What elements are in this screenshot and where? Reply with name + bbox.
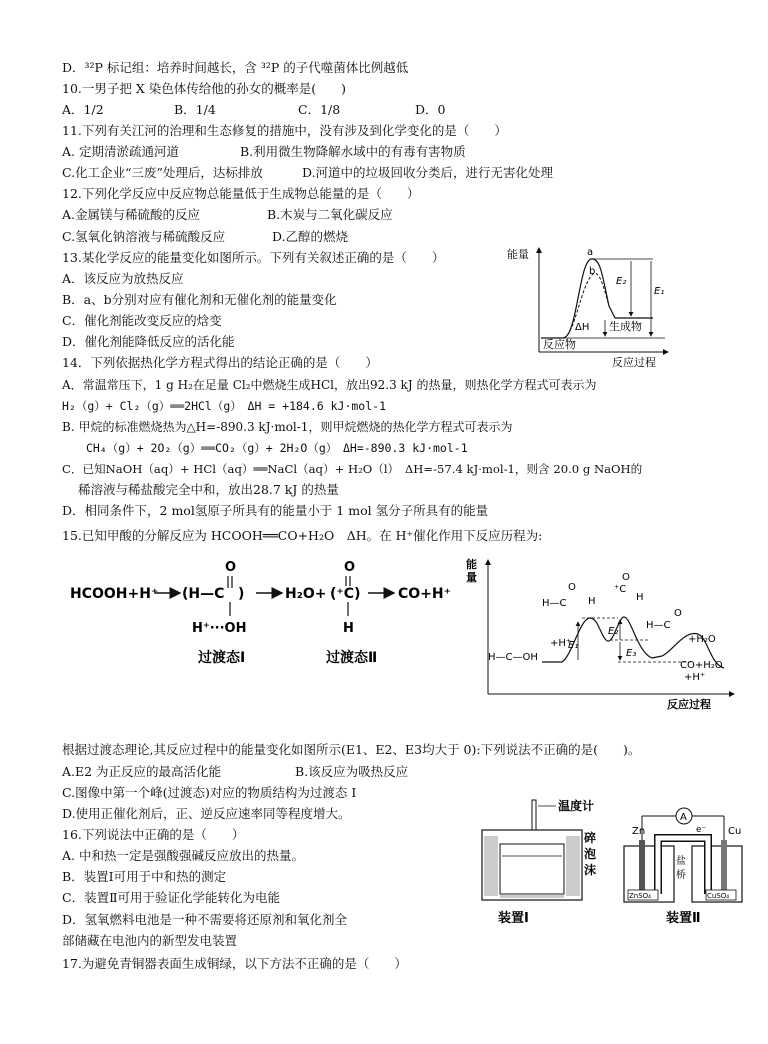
mech-ts1-paren: ) — [238, 586, 245, 602]
q14-option-c-line1: C．已知NaOH（aq）+ HCl（aq）══NaCl（aq）+ H₂O（l） ΔH=-57.4 kJ·mol-1，则含 20.0 g NaOH的 — [62, 462, 643, 476]
mech-cplus: (⁺C) — [330, 586, 361, 602]
q15-h2o-label: +H₂O — [688, 634, 716, 645]
mech-ts2-h: H — [343, 621, 354, 636]
q16-option-b: B．装置Ⅰ可用于中和热的测定 — [62, 869, 227, 884]
q16-option-d-line2: 部储藏在电池内的新型发电装置 — [62, 933, 238, 948]
cu-electrode-label: Cu — [728, 826, 742, 837]
q11-option-a: A. 定期清淤疏通河道 — [62, 144, 179, 159]
q13-option-b: B．a、b分别对应有催化剂和无催化剂的能量变化 — [62, 292, 337, 307]
q13-option-d: D．催化剂能降低反应的活化能 — [62, 334, 235, 349]
thermometer-label: 温度计 — [558, 799, 595, 813]
q11-option-c: C.化工企业“三废”处理后，达标排放 — [62, 165, 263, 180]
q12-option-c: C.氢氧化钠溶液与稀硫酸反应 — [62, 229, 226, 244]
zn-electrode-label: Zn — [632, 826, 646, 837]
salt-bridge-label-2: 桥 — [676, 870, 686, 881]
foam-label-3: 沫 — [584, 863, 597, 877]
q15-option-c: C.图像中第一个峰(过渡态)对应的物质结构为过渡态 I — [62, 785, 357, 800]
q15-option-d: D.使用正催化剂后，正、逆反应速率同等程度增大。 — [62, 806, 351, 821]
foam-label-2: 泡 — [584, 847, 597, 861]
question-12: 12.下列化学反应中反应物总能量低于生成物总能量的是（ ） — [62, 186, 420, 201]
option-d-line: D．³²P 标记组：培养时间越长，含 ³²P 的子代噬菌体比例越低 — [62, 60, 409, 75]
q15-hcooh-structure: H—C—OH — [488, 652, 538, 663]
electron-label: e⁻ — [696, 825, 707, 835]
q13-curve-a-label: a — [587, 247, 594, 258]
q15-option-b: B.该反应为吸热反应 — [295, 764, 409, 779]
question-16: 16.下列说法中正确的是（ ） — [62, 827, 245, 842]
mech-ts1-label: 过渡态Ⅰ — [198, 650, 246, 666]
cuso4-label: CuSO₄ — [707, 892, 730, 900]
q15-x-axis-label: 反应过程 — [667, 698, 711, 711]
q15-e3-label: E₃ — [626, 648, 637, 659]
q11-option-b: B.利用微生物降解水域中的有毒有害物质 — [240, 144, 466, 159]
q16-option-a: A. 中和热一定是强酸强碱反应放出的热量。 — [62, 848, 304, 863]
apparatus-1 — [476, 796, 604, 932]
q13-e2-label: E₂ — [616, 276, 627, 287]
question-11: 11.下列有关江河的治理和生态修复的措施中，没有涉及到化学变化的是（ ） — [62, 123, 507, 138]
q14-option-a-line2: H₂（g）+ Cl₂（g）══2HCl（g） ΔH = +184.6 kJ·mol-1 — [62, 399, 386, 413]
q12-option-d: D.乙醇的燃烧 — [272, 229, 349, 244]
q15-e1-label: E₁ — [568, 640, 579, 651]
question-15: 15.已知甲酸的分解反应为 HCOOH══CO+H₂O ΔH。在 H⁺催化作用下反应历程为: — [62, 528, 543, 543]
q15-hplus-label: +H⁺ — [550, 638, 572, 649]
q13-e1-label: E₁ — [654, 286, 665, 297]
q10-option-d: D．0 — [415, 102, 446, 117]
q13-reactant-label: 反应物 — [543, 338, 576, 351]
apparatus-1-label: 装置Ⅰ — [498, 911, 529, 926]
q15-body: 根据过渡态理论,其反应过程中的能量变化如图所示(E1、E2、E3均大于 0):下列说法不正确的是( )。 — [62, 742, 641, 757]
q14-option-d: D．相同条件下，2 mol氢原子所具有的能量小于 1 mol 氢分子所具有的能量 — [62, 503, 489, 518]
q12-option-b: B.木炭与二氧化碳反应 — [267, 207, 393, 222]
q15-y-axis-label-1: 能 — [466, 558, 477, 571]
q10-option-a: A．1/2 — [62, 102, 104, 117]
question-10-options — [62, 102, 445, 118]
q15-y-axis-label-2: 量 — [466, 571, 477, 584]
svg-text:H: H — [588, 596, 596, 607]
q14-option-b-line1: B. 甲烷的标准燃烧热为△H=-890.3 kJ·mol-1，则甲烷燃烧的热化学方程式可表示为 — [62, 420, 513, 434]
svg-text:O: O — [622, 572, 630, 583]
energy-diagram-q13 — [505, 244, 670, 370]
foam-label-1: 碎 — [584, 831, 597, 845]
apparatus-2 — [620, 804, 748, 930]
q13-curve-b-label: b — [589, 266, 596, 277]
q14-option-c-line2: 稀溶液与稀盐酸完全中和，放出28.7 kJ 的热量 — [78, 482, 339, 497]
mech-ts1-hoh: H⁺···OH — [192, 621, 247, 636]
q10-option-b: B．1/4 — [174, 102, 216, 117]
mech-ts1-o: O — [225, 560, 237, 575]
q15-e2-label: E₂ — [608, 626, 619, 637]
svg-text:H: H — [636, 592, 644, 603]
question-14: 14．下列依据热化学方程式得出的结论正确的是（ ） — [62, 355, 378, 370]
q13-y-axis-label: 能量 — [507, 248, 529, 261]
mech-end: CO+H⁺ — [398, 586, 452, 602]
question-17: 17.为避免青铜器表面生成铜绿，以下方法不正确的是（ ） — [62, 956, 407, 971]
q11-option-d: D.河道中的垃圾回收分类后，进行无害化处理 — [302, 165, 554, 180]
svg-text:O: O — [674, 608, 682, 619]
mech-mid: H₂O+ — [285, 586, 327, 602]
q15-molecule-sketches — [542, 572, 682, 631]
q12-option-a: A.金属镁与稀硫酸的反应 — [62, 207, 201, 222]
energy-diagram-q15 — [462, 556, 742, 712]
svg-text:O: O — [568, 582, 576, 593]
q15-co-h2o-label: CO+H₂O — [680, 660, 723, 671]
mech-ts2-label: 过渡态Ⅱ — [326, 650, 378, 666]
q16-option-d-line1: D．氢氧燃料电池是一种不需要将还原剂和氧化剂全 — [62, 912, 348, 927]
mech-start: HCOOH+H⁺ — [70, 586, 159, 602]
q15-option-a: A.E2 为正反应的最高活化能 — [62, 764, 222, 779]
svg-text:⁺C: ⁺C — [614, 584, 627, 595]
mech-ts1-hc: (H—C — [182, 586, 225, 602]
q13-product-label: 生成物 — [609, 320, 642, 333]
salt-bridge-label-1: 盐 — [676, 856, 686, 867]
q14-option-b-line2: CH₄（g）+ 2O₂（g）══CO₂（g）+ 2H₂O（g） ΔH=-890.3 kJ·mol-1 — [86, 441, 468, 455]
q10-option-c: C．1/8 — [298, 102, 341, 117]
apparatus-2-label: 装置Ⅱ — [666, 911, 701, 926]
q13-option-c: C．催化剂能改变反应的焓变 — [62, 313, 222, 328]
mech-ts2-o: O — [344, 560, 356, 575]
ammeter-label: A — [680, 812, 687, 823]
question-13: 13.某化学反应的能量变化如图所示。下列有关叙述正确的是（ ） — [62, 250, 445, 265]
q13-dh-label: ΔH — [575, 322, 590, 333]
q14-option-a-line1: A．常温常压下，1 g H₂在足量 Cl₂中燃烧生成HCl，放出92.3 kJ 的热量，则热化学方程式可表示为 — [62, 378, 597, 392]
question-10: 10.一男子把 X 染色体传给他的孙女的概率是( ) — [62, 81, 346, 96]
svg-text:H—C: H—C — [646, 620, 671, 631]
znso4-label: ZnSO₄ — [629, 892, 651, 900]
q13-option-a: A．该反应为放热反应 — [62, 271, 184, 286]
q16-option-c: C．装置Ⅱ可用于验证化学能转化为电能 — [62, 890, 281, 905]
q13-x-axis-label: 反应过程 — [612, 356, 656, 369]
reaction-mechanism — [60, 558, 460, 678]
svg-text:H—C: H—C — [542, 598, 567, 609]
q15-co-hplus-label: +H⁺ — [684, 672, 706, 683]
